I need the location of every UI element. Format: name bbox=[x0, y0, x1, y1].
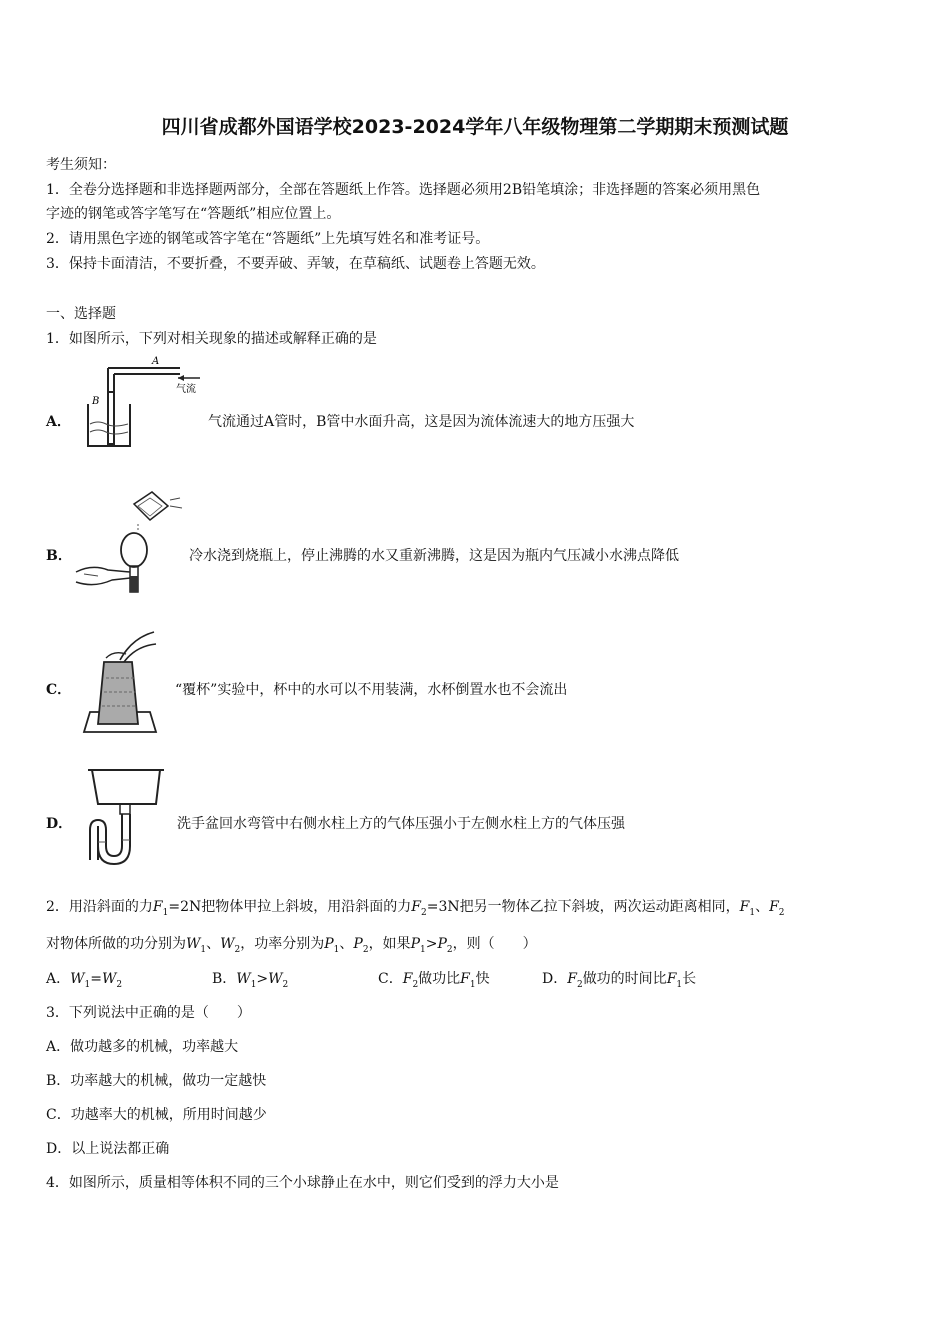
q2-option-d bbox=[542, 968, 696, 990]
q2-sub: 2 bbox=[420, 907, 427, 918]
q1-option-a-label: A． bbox=[46, 414, 71, 430]
q2-sub: 1 bbox=[200, 944, 207, 955]
q2-var: F bbox=[567, 971, 577, 987]
venturi-tube-figure bbox=[80, 354, 210, 450]
question-4-stem: 4．如图所示，质量相等体积不同的三个小球静止在水中，则它们受到的浮力大小是 bbox=[46, 1175, 559, 1191]
inverted-cup-figure bbox=[80, 628, 162, 738]
q2-var: F bbox=[460, 971, 470, 987]
q3-option-c: C．功越率大的机械，所用时间越少 bbox=[46, 1107, 267, 1123]
q2-var: W bbox=[236, 971, 251, 987]
q2-text: 2．用沿斜面的力 bbox=[46, 899, 153, 915]
q2-text: 做功比 bbox=[418, 971, 461, 987]
q2-option-a bbox=[46, 968, 122, 990]
question-1-stem: 1．如图所示，下列对相关现象的描述或解释正确的是 bbox=[46, 331, 377, 347]
q2-sub: 2 bbox=[282, 979, 289, 990]
q2-text: 、 bbox=[339, 936, 354, 952]
q2-text: ，如果 bbox=[368, 936, 411, 952]
q2-sub: 2 bbox=[234, 944, 241, 955]
q1-option-b-text: 冷水浇到烧瓶上，停止沸腾的水又重新沸腾，这是因为瓶内气压减小水沸点降低 bbox=[189, 548, 679, 564]
question-2-stem bbox=[46, 896, 785, 918]
q2-text: = bbox=[90, 971, 102, 987]
q2-text: ，功率分别为 bbox=[240, 936, 325, 952]
q2-text: 对物体所做的功分别为 bbox=[46, 936, 186, 952]
notice-item-1-cont: 字迹的钢笔或答字笔写在“答题纸”相应位置上。 bbox=[46, 206, 341, 222]
q2-sub: 1 bbox=[162, 907, 169, 918]
q2-var: P bbox=[410, 936, 420, 952]
q3-option-a: A．做功越多的机械，功率越大 bbox=[46, 1039, 239, 1055]
section-heading: 一、选择题 bbox=[46, 306, 116, 322]
page-title: 四川省成都外国语学校2023-2024学年八年级物理第二学期期末预测试题 bbox=[161, 116, 789, 138]
q2-option-label: B． bbox=[212, 971, 237, 987]
q2-text: =3N把另一物体乙拉下斜坡，两次运动距离相同， bbox=[426, 899, 740, 915]
q2-var: P bbox=[353, 936, 363, 952]
q2-sub: 2 bbox=[412, 979, 419, 990]
q1-option-d-label: D． bbox=[46, 816, 73, 832]
q2-var: P bbox=[437, 936, 447, 952]
q2-var: W bbox=[101, 971, 117, 987]
q2-var: F bbox=[769, 899, 779, 915]
q2-var: F bbox=[402, 971, 413, 987]
q2-text: > bbox=[256, 971, 269, 987]
q2-text: =2N把物体甲拉上斜坡，用沿斜面的力 bbox=[168, 899, 412, 915]
q2-sub: 2 bbox=[576, 979, 583, 990]
q2-text: 快 bbox=[475, 971, 490, 987]
q2-text: ，则（ ） bbox=[452, 936, 537, 952]
q2-var: F bbox=[411, 899, 421, 915]
q2-var: F bbox=[152, 899, 163, 915]
label-airflow: 气流 bbox=[176, 384, 196, 395]
q2-var: F bbox=[666, 971, 677, 987]
q3-option-d: D．以上说法都正确 bbox=[46, 1141, 170, 1157]
q1-option-d-text: 洗手盆回水弯管中右侧水柱上方的气体压强小于左侧水柱上方的气体压强 bbox=[177, 816, 625, 832]
q1-option-c-text: “覆杯”实验中，杯中的水可以不用装满，水杯倒置水也不会流出 bbox=[175, 682, 568, 698]
q2-text: 做功的时间比 bbox=[582, 971, 667, 987]
q2-option-label: D． bbox=[542, 971, 568, 987]
q2-sub: 2 bbox=[778, 907, 785, 918]
q3-option-b: B．功率越大的机械，做功一定越快 bbox=[46, 1073, 267, 1089]
flask-cooling-figure bbox=[72, 488, 190, 596]
q2-var: W bbox=[186, 936, 201, 952]
q2-text: 、 bbox=[206, 936, 221, 952]
q2-sub: 1 bbox=[419, 944, 426, 955]
q2-var: W bbox=[268, 971, 283, 987]
q2-option-label: A． bbox=[46, 971, 71, 987]
label-b: B bbox=[92, 396, 100, 407]
q2-sub: 1 bbox=[676, 979, 683, 990]
q2-sub: 1 bbox=[84, 979, 91, 990]
q2-sub: 2 bbox=[116, 979, 123, 990]
notice-heading: 考生须知： bbox=[46, 157, 116, 173]
notice-item-3: 3．保持卡面清洁，不要折叠，不要弄破、弄皱，在草稿纸、试题卷上答题无效。 bbox=[46, 256, 545, 272]
q2-sub: 2 bbox=[446, 944, 453, 955]
q2-sub: 1 bbox=[749, 907, 756, 918]
q2-sub: 1 bbox=[469, 979, 476, 990]
q2-sub: 1 bbox=[333, 944, 340, 955]
q2-text: 、 bbox=[755, 899, 770, 915]
q1-option-b-label: B． bbox=[46, 548, 72, 564]
q2-var: W bbox=[70, 971, 85, 987]
q2-var: W bbox=[220, 936, 235, 952]
sink-trap-figure bbox=[80, 760, 170, 868]
question-3-stem: 3．下列说法中正确的是（ ） bbox=[46, 1005, 251, 1021]
q1-option-c-label: C． bbox=[46, 682, 72, 698]
q2-text: 长 bbox=[682, 971, 697, 987]
label-a: A bbox=[152, 356, 160, 367]
q2-var: P bbox=[324, 936, 334, 952]
notice-item-1: 1．全卷分选择题和非选择题两部分，全部在答题纸上作答。选择题必须用2B铅笔填涂；非选择题的答案必须用黑色 bbox=[46, 182, 761, 198]
q2-option-label: C． bbox=[378, 971, 403, 987]
question-2-stem-cont bbox=[46, 933, 537, 955]
q2-text: > bbox=[425, 936, 438, 952]
q2-sub: 1 bbox=[250, 979, 257, 990]
q2-option-b bbox=[212, 968, 288, 990]
notice-item-2: 2．请用黑色字迹的钢笔或答字笔在“答题纸”上先填写姓名和准考证号。 bbox=[46, 231, 490, 247]
q2-var: F bbox=[739, 899, 750, 915]
q2-option-c bbox=[378, 968, 490, 990]
q1-option-a-text: 气流通过A管时，B管中水面升高，这是因为流体流速大的地方压强大 bbox=[208, 414, 635, 430]
q2-sub: 2 bbox=[362, 944, 369, 955]
